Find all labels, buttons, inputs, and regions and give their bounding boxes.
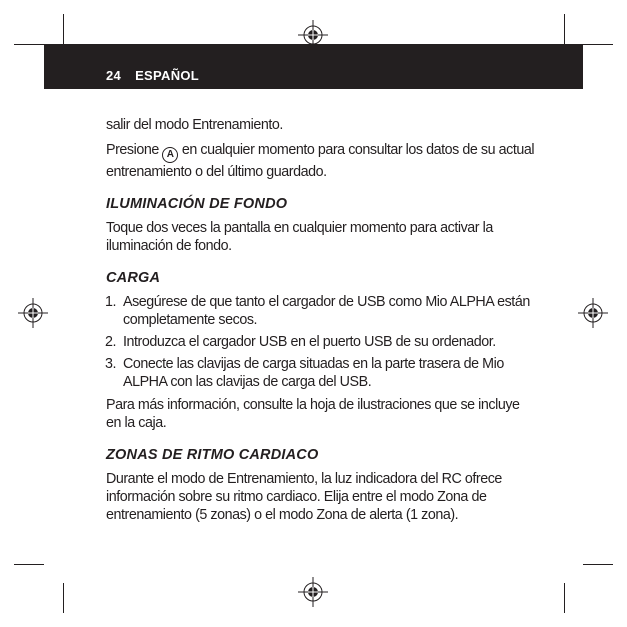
crop-mark (564, 14, 565, 44)
crop-mark (14, 44, 44, 45)
list-item (106, 293, 536, 329)
page-content (106, 116, 536, 531)
step-number: 1. (105, 294, 117, 310)
press-paragraph (106, 141, 536, 181)
charging-note: Para más información, consulte la hoja de ilustraciones que se incluye en la caja. (106, 397, 520, 431)
step-text: Introduzca el cargador USB en el puerto USB de su ordenador. (123, 334, 496, 350)
step-number: 2. (105, 334, 117, 350)
crop-mark (63, 14, 64, 44)
registration-mark-icon (578, 298, 608, 328)
crop-mark (583, 564, 613, 565)
backlight-heading: ILUMINACIÓN DE FONDO (106, 196, 288, 212)
intro-line: salir del modo Entrenamiento. (106, 117, 283, 133)
charging-heading: CARGA (106, 270, 161, 286)
text: en cualquier momento para consultar los datos de su actual entrenamiento o del último guardado. (106, 142, 535, 180)
list-item (106, 355, 536, 391)
language-label: ESPAÑOL (135, 68, 200, 83)
zones-text: Durante el modo de Entrenamiento, la luz indicadora del RC ofrece información sobre su ritmo cardiaco. Elija entre el modo Zona de entrenamiento (5 zonas) o el modo Zona de alerta (1 zona). (106, 471, 502, 523)
list-item (106, 333, 536, 351)
crop-mark (63, 583, 64, 613)
page-number: 24 (106, 68, 122, 83)
page-header (106, 68, 213, 83)
registration-mark-icon (18, 298, 48, 328)
registration-mark-icon (298, 577, 328, 607)
backlight-text: Toque dos veces la pantalla en cualquier momento para activar la iluminación de fondo. (106, 220, 493, 254)
charging-steps (106, 293, 536, 391)
step-text: Asegúrese de que tanto el cargador de USB como Mio ALPHA están completamente secos. (123, 294, 530, 328)
crop-mark (14, 564, 44, 565)
crop-mark (583, 44, 613, 45)
step-number: 3. (105, 356, 117, 372)
a-button-icon: A (162, 147, 178, 163)
registration-mark-icon (298, 20, 328, 50)
text: Presione (106, 142, 163, 158)
crop-mark (564, 583, 565, 613)
step-text: Conecte las clavijas de carga situadas en la parte trasera de Mio ALPHA con las clavijas de carga del USB. (123, 356, 504, 390)
zones-heading: ZONAS DE RITMO CARDIACO (106, 447, 319, 463)
